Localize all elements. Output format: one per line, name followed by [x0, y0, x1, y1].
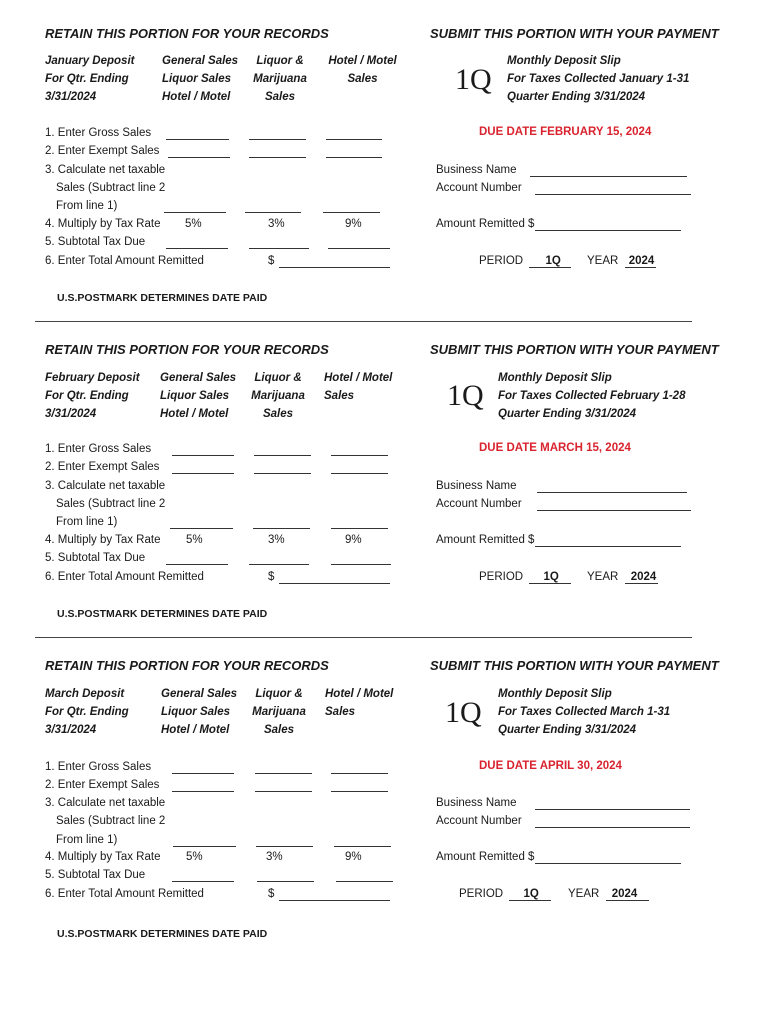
line-subtotal: 5. Subtotal Tax Due — [45, 236, 146, 248]
line-total-remitted: 6. Enter Total Amount Remitted — [45, 255, 204, 267]
column-header-hotel: Hotel / Motel Sales — [325, 688, 394, 718]
gross-hotel-field[interactable] — [331, 760, 388, 774]
quarter-badge: 1Q — [455, 63, 492, 96]
retain-heading: RETAIN THIS PORTION FOR YOUR RECORDS — [45, 342, 329, 357]
subtotal-general-field[interactable] — [166, 235, 228, 249]
period-value: 1Q — [529, 255, 570, 268]
deposit-label: January Deposit For Qtr. Ending 3/31/2024 — [45, 55, 135, 103]
exempt-hotel-field[interactable] — [326, 144, 382, 158]
amount-remitted-field[interactable] — [535, 217, 681, 231]
exempt-hotel-field[interactable] — [331, 460, 388, 474]
period-row: PERIOD 1Q — [479, 568, 571, 586]
amount-remitted-label: Amount Remitted $ — [436, 534, 535, 546]
deposit-slip-january — [0, 0, 770, 304]
rate-hotel: 9% — [345, 534, 362, 546]
subtotal-liquor-field[interactable] — [249, 235, 309, 249]
line-tax-rate: 4. Multiply by Tax Rate — [45, 534, 161, 546]
year-row: YEAR 2024 — [587, 571, 657, 583]
account-number-label: Account Number — [436, 815, 522, 827]
gross-liquor-field[interactable] — [255, 760, 312, 774]
exempt-liquor-field[interactable] — [255, 778, 312, 792]
subtotal-hotel-field[interactable] — [336, 868, 393, 882]
column-header-general: General Sales Liquor Sales Hotel / Motel — [160, 372, 237, 420]
exempt-general-field[interactable] — [168, 144, 230, 158]
column-header-liquor: Liquor & Marijuana Sales — [252, 688, 306, 736]
exempt-general-field[interactable] — [172, 460, 234, 474]
business-name-field[interactable] — [530, 163, 687, 177]
column-header-liquor: Liquor & Marijuana Sales — [251, 372, 305, 420]
period-row: PERIOD 1Q — [479, 252, 571, 270]
subtotal-general-field[interactable] — [166, 551, 228, 565]
exempt-liquor-field[interactable] — [254, 460, 311, 474]
net-hotel-field[interactable] — [331, 515, 388, 529]
amount-remitted-label: Amount Remitted $ — [436, 851, 535, 863]
submit-heading: SUBMIT THIS PORTION WITH YOUR PAYMENT — [430, 658, 719, 673]
year-value: 2024 — [606, 888, 650, 901]
submit-heading: SUBMIT THIS PORTION WITH YOUR PAYMENT — [430, 342, 719, 357]
line-exempt-sales: 2. Enter Exempt Sales — [45, 779, 160, 791]
account-number-field[interactable] — [535, 814, 690, 828]
net-liquor-field[interactable] — [256, 833, 313, 847]
rate-general: 5% — [186, 851, 203, 863]
rate-hotel: 9% — [345, 851, 362, 863]
exempt-liquor-field[interactable] — [249, 144, 306, 158]
gross-liquor-field[interactable] — [249, 126, 306, 140]
line-gross-sales: 1. Enter Gross Sales — [45, 127, 152, 139]
column-header-general: General Sales Liquor Sales Hotel / Motel — [161, 688, 238, 736]
line-net-taxable-2: Sales (Subtract line 2 — [56, 498, 166, 510]
slip-description: Monthly Deposit Slip For Taxes Collected February 1-28 Quarter Ending 3/31/2024 — [498, 372, 686, 420]
account-number-label: Account Number — [436, 182, 522, 194]
line-net-taxable-3: From line 1) — [56, 516, 118, 528]
rate-liquor: 3% — [266, 851, 283, 863]
subtotal-general-field[interactable] — [172, 868, 234, 882]
deposit-label: March Deposit For Qtr. Ending 3/31/2024 — [45, 688, 129, 736]
business-name-label: Business Name — [436, 164, 517, 176]
year-row: YEAR 2024 — [587, 255, 655, 267]
period-value: 1Q — [529, 571, 570, 584]
subtotal-hotel-field[interactable] — [331, 551, 391, 565]
net-general-field[interactable] — [173, 833, 236, 847]
line-net-taxable: 3. Calculate net taxable — [45, 164, 166, 176]
account-number-field[interactable] — [535, 181, 691, 195]
rate-general: 5% — [185, 218, 202, 230]
postmark-note: U.S.POSTMARK DETERMINES DATE PAID — [57, 292, 268, 304]
account-number-field[interactable] — [537, 497, 691, 511]
line-net-taxable-3: From line 1) — [56, 834, 118, 846]
line-total-remitted: 6. Enter Total Amount Remitted — [45, 888, 204, 900]
business-name-field[interactable] — [535, 796, 690, 810]
amount-remitted-label: Amount Remitted $ — [436, 218, 535, 230]
line-total-remitted: 6. Enter Total Amount Remitted — [45, 571, 204, 583]
due-date: DUE DATE APRIL 30, 2024 — [479, 760, 622, 772]
rate-hotel: 9% — [345, 218, 362, 230]
gross-liquor-field[interactable] — [254, 442, 311, 456]
deposit-slip-march — [0, 632, 770, 940]
net-hotel-field[interactable] — [334, 833, 391, 847]
period-value: 1Q — [509, 888, 550, 901]
exempt-general-field[interactable] — [172, 778, 234, 792]
amount-remitted-field[interactable] — [535, 533, 681, 547]
line-exempt-sales: 2. Enter Exempt Sales — [45, 461, 160, 473]
deposit-label: February Deposit For Qtr. Ending 3/31/2024 — [45, 372, 140, 420]
subtotal-hotel-field[interactable] — [328, 235, 390, 249]
deposit-slip-february — [0, 316, 770, 620]
rate-liquor: 3% — [268, 218, 285, 230]
gross-general-field[interactable] — [172, 442, 234, 456]
net-general-field[interactable] — [164, 199, 226, 213]
dollar-sign: $ — [268, 255, 275, 267]
amount-remitted-field[interactable] — [535, 850, 681, 864]
business-name-label: Business Name — [436, 480, 517, 492]
line-net-taxable-2: Sales (Subtract line 2 — [56, 182, 166, 194]
column-header-liquor: Liquor & Marijuana Sales — [253, 55, 307, 103]
line-net-taxable: 3. Calculate net taxable — [45, 797, 166, 809]
rate-general: 5% — [186, 534, 203, 546]
column-header-general: General Sales Liquor Sales Hotel / Motel — [162, 55, 239, 103]
rate-liquor: 3% — [268, 534, 285, 546]
line-tax-rate: 4. Multiply by Tax Rate — [45, 218, 161, 230]
postmark-note: U.S.POSTMARK DETERMINES DATE PAID — [57, 928, 268, 940]
gross-hotel-field[interactable] — [326, 126, 382, 140]
column-header-hotel: Hotel / Motel Sales — [328, 55, 397, 85]
year-row: YEAR 2024 — [568, 885, 649, 903]
dollar-sign: $ — [268, 888, 275, 900]
due-date: DUE DATE FEBRUARY 15, 2024 — [479, 126, 652, 138]
dollar-sign: $ — [268, 571, 275, 583]
exempt-hotel-field[interactable] — [331, 778, 388, 792]
line-net-taxable-2: Sales (Subtract line 2 — [56, 815, 166, 827]
line-tax-rate: 4. Multiply by Tax Rate — [45, 851, 161, 863]
line-net-taxable: 3. Calculate net taxable — [45, 480, 166, 492]
quarter-badge: 1Q — [445, 696, 482, 729]
period-row: PERIOD 1Q — [459, 885, 551, 903]
retain-heading: RETAIN THIS PORTION FOR YOUR RECORDS — [45, 26, 329, 41]
line-gross-sales: 1. Enter Gross Sales — [45, 443, 152, 455]
subtotal-liquor-field[interactable] — [257, 868, 314, 882]
year-value: 2024 — [625, 571, 659, 584]
net-liquor-field[interactable] — [253, 515, 310, 529]
business-name-field[interactable] — [537, 479, 687, 493]
subtotal-liquor-field[interactable] — [249, 551, 309, 565]
line-exempt-sales: 2. Enter Exempt Sales — [45, 145, 160, 157]
year-value: 2024 — [625, 255, 657, 268]
submit-heading: SUBMIT THIS PORTION WITH YOUR PAYMENT — [430, 26, 719, 41]
due-date: DUE DATE MARCH 15, 2024 — [479, 442, 631, 454]
net-general-field[interactable] — [170, 515, 233, 529]
slip-description: Monthly Deposit Slip For Taxes Collected March 1-31 Quarter Ending 3/31/2024 — [498, 688, 671, 736]
total-remitted-field[interactable] — [279, 570, 390, 584]
net-liquor-field[interactable] — [245, 199, 301, 213]
line-subtotal: 5. Subtotal Tax Due — [45, 552, 146, 564]
gross-hotel-field[interactable] — [331, 442, 388, 456]
retain-heading: RETAIN THIS PORTION FOR YOUR RECORDS — [45, 658, 329, 673]
business-name-label: Business Name — [436, 797, 517, 809]
quarter-badge: 1Q — [447, 379, 484, 412]
total-remitted-field[interactable] — [279, 254, 390, 268]
total-remitted-field[interactable] — [279, 887, 390, 901]
slip-description: Monthly Deposit Slip For Taxes Collected January 1-31 Quarter Ending 3/31/2024 — [507, 55, 690, 103]
postmark-note: U.S.POSTMARK DETERMINES DATE PAID — [57, 608, 268, 620]
account-number-label: Account Number — [436, 498, 522, 510]
line-net-taxable-3: From line 1) — [56, 200, 118, 212]
net-hotel-field[interactable] — [323, 199, 380, 213]
column-header-hotel: Hotel / Motel Sales — [324, 372, 393, 402]
line-subtotal: 5. Subtotal Tax Due — [45, 869, 146, 881]
gross-general-field[interactable] — [166, 126, 229, 140]
gross-general-field[interactable] — [172, 760, 234, 774]
line-gross-sales: 1. Enter Gross Sales — [45, 761, 152, 773]
